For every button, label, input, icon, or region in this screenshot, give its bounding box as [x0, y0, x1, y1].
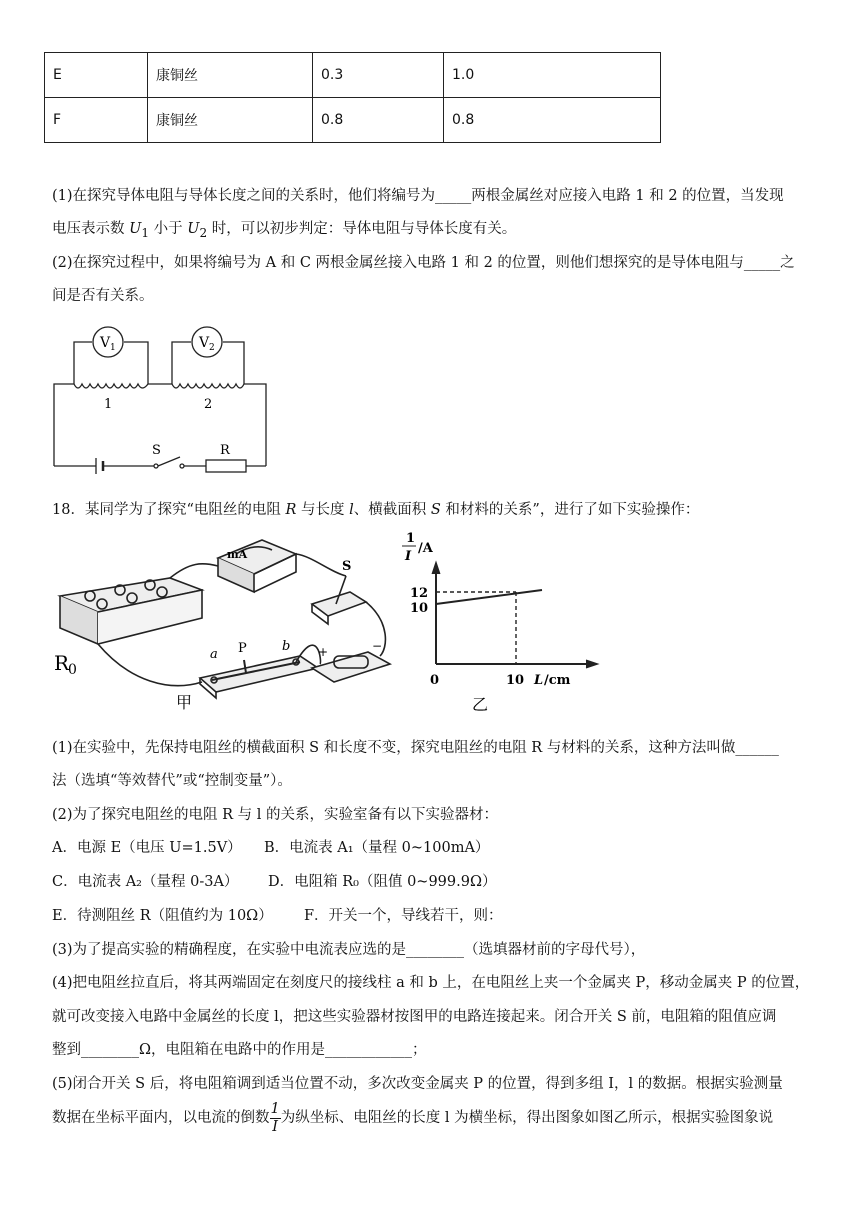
q18-part4-line2: 就可改变接入电路中金属丝的长度 l，把这些实验器材按图甲的电路连接起来。闭合开关 S 前，电阻箱的阻值应调	[52, 1009, 777, 1025]
apparatus-figure-jia	[50, 532, 410, 712]
q18-part4-line3: 整到________Ω，电阻箱在电路中的作用是____________；	[52, 1042, 427, 1058]
table-row	[45, 53, 661, 98]
resistor-label: R	[220, 443, 230, 458]
q18-part5-line1: (5)闭合开关 S 后，将电阻箱调到适当位置不动，多次改变金属夹 P 的位置，得到多组 I，l 的数据。根据实验测量	[52, 1076, 783, 1092]
v2-sub: 2	[209, 343, 215, 353]
clip-p-label: P	[238, 641, 247, 656]
x-unit: /cm	[544, 673, 571, 688]
q18-intro	[52, 500, 699, 520]
fraction-denominator: I	[272, 1118, 278, 1135]
subscript: 1	[141, 225, 150, 240]
table-cell: 康铜丝	[148, 53, 313, 98]
wire-1	[74, 384, 148, 388]
q17-part1-line1: (1)在探究导体电阻与导体长度之间的关系时，他们将编号为_____两根金属丝对应接入电路 1 和 2 的位置，当发现	[52, 188, 784, 204]
option-e: E．待测阻丝 R（阻值约为 10Ω）	[52, 908, 273, 924]
figure-caption-yi: 乙	[472, 695, 489, 712]
x-label: L	[534, 673, 544, 688]
wire-2	[172, 384, 244, 388]
text: 数据在坐标平面内，以电流的倒数	[52, 1110, 270, 1126]
subscript: 2	[199, 225, 208, 240]
option-b: B．电流表 A₁（量程 0~100mA）	[264, 840, 490, 856]
box-label: R	[54, 651, 70, 675]
text: 和材料的关系”，进行了如下实验操作：	[440, 502, 700, 518]
q18-part1-line2: 法（选填“等效替代”或“控制变量”）。	[52, 773, 292, 789]
fraction-1-over-i	[270, 1101, 281, 1136]
resistor-icon	[206, 460, 246, 472]
switch-label: S	[152, 443, 161, 458]
table-cell: E	[45, 53, 148, 98]
wire-2-label: 2	[204, 397, 213, 412]
x-arrow-icon	[586, 660, 598, 668]
symbol: R	[285, 502, 297, 518]
terminal-a-label: a	[210, 647, 218, 662]
fraction-numerator: 1	[270, 1100, 280, 1117]
q18-part1-line1: (1)在实验中，先保持电阻丝的横截面积 S 和长度不变，探究电阻丝的电阻 R 与材料的关系，这种方法叫做______	[52, 740, 779, 756]
option-c: C．电流表 A₂（量程 0-3A）	[52, 874, 239, 890]
table-cell: F	[45, 98, 148, 143]
meter-label: mA	[227, 548, 248, 561]
wire-1-label: 1	[104, 397, 113, 412]
terminal-b-label: b	[282, 639, 291, 654]
v2-label: V	[199, 335, 210, 351]
symbol: S	[430, 502, 441, 518]
table-cell: 1.0	[444, 53, 661, 98]
text: 时，可以初步判定：导体电阻与导体长度有关。	[207, 221, 517, 237]
materials-table	[44, 52, 661, 143]
figure-caption-jia: 甲	[176, 693, 193, 712]
table-cell: 0.8	[313, 98, 444, 143]
q17-part1-line2	[52, 219, 516, 243]
table-cell: 0.3	[313, 53, 444, 98]
text: 小于	[149, 221, 188, 237]
option-f: F．开关一个，导线若干，则：	[304, 908, 503, 924]
q18-part2: (2)为了探究电阻丝的电阻 R 与 l 的关系，实验室备有以下实验器材：	[52, 807, 499, 823]
q17-part2-line2: 间是否有关系。	[52, 288, 154, 304]
option-a: A．电源 E（电压 U=1.5V）	[52, 840, 242, 856]
text: 电压表示数	[52, 221, 130, 237]
table-cell: 康铜丝	[148, 98, 313, 143]
q18-part3: (3)为了提高实验的精确程度，在实验中电流表应选的是________（选填器材前的字母代号），	[52, 942, 646, 958]
symbol-u2: U	[187, 221, 200, 237]
q17-part2-line1: (2)在探究过程中，如果将编号为 A 和 C 两根金属丝接入电路 1 和 2 的位置，则他们想探究的是导体电阻与_____之	[52, 255, 795, 271]
text: 与长度	[296, 502, 350, 518]
q18-part4-line1: (4)把电阻丝拉直后，将其两端固定在刻度尺的接线柱 a 和 b 上，在电阻丝上夹一个金属夹 P，移动金属夹 P 的位置，	[52, 975, 810, 991]
plus-label: +	[318, 645, 329, 659]
y-label-den: I	[405, 549, 412, 564]
minus-label: −	[372, 639, 383, 653]
box-sub: 0	[68, 662, 77, 678]
origin-label: 0	[430, 673, 440, 688]
y-unit: /A	[418, 541, 433, 556]
option-d: D．电阻箱 R₀（阻值 0~999.9Ω）	[268, 874, 497, 890]
text: 为纵坐标、电阻丝的长度 l 为横坐标，得出图象如图乙所示，根据实验图象说	[280, 1110, 774, 1126]
switch-label: S	[342, 559, 352, 574]
table-row	[45, 98, 661, 143]
v1-label: V	[100, 335, 111, 351]
graph-figure-yi	[388, 532, 608, 712]
v1-sub: 1	[110, 343, 116, 353]
x-tick-10: 10	[506, 673, 525, 688]
symbol: l	[349, 502, 354, 518]
text: 18．某同学为了探究“电阻丝的电阻	[52, 502, 286, 518]
text: 、横截面积	[353, 502, 431, 518]
y-arrow-icon	[432, 562, 440, 574]
table-cell: 0.8	[444, 98, 661, 143]
series-circuit-diagram	[48, 326, 288, 476]
q18-part5-line2	[52, 1100, 773, 1136]
switch-icon	[158, 457, 180, 466]
symbol-u1: U	[129, 221, 142, 237]
y-tick-10: 10	[410, 601, 429, 616]
y-tick-12: 12	[410, 586, 429, 601]
y-label-num: 1	[406, 532, 416, 546]
